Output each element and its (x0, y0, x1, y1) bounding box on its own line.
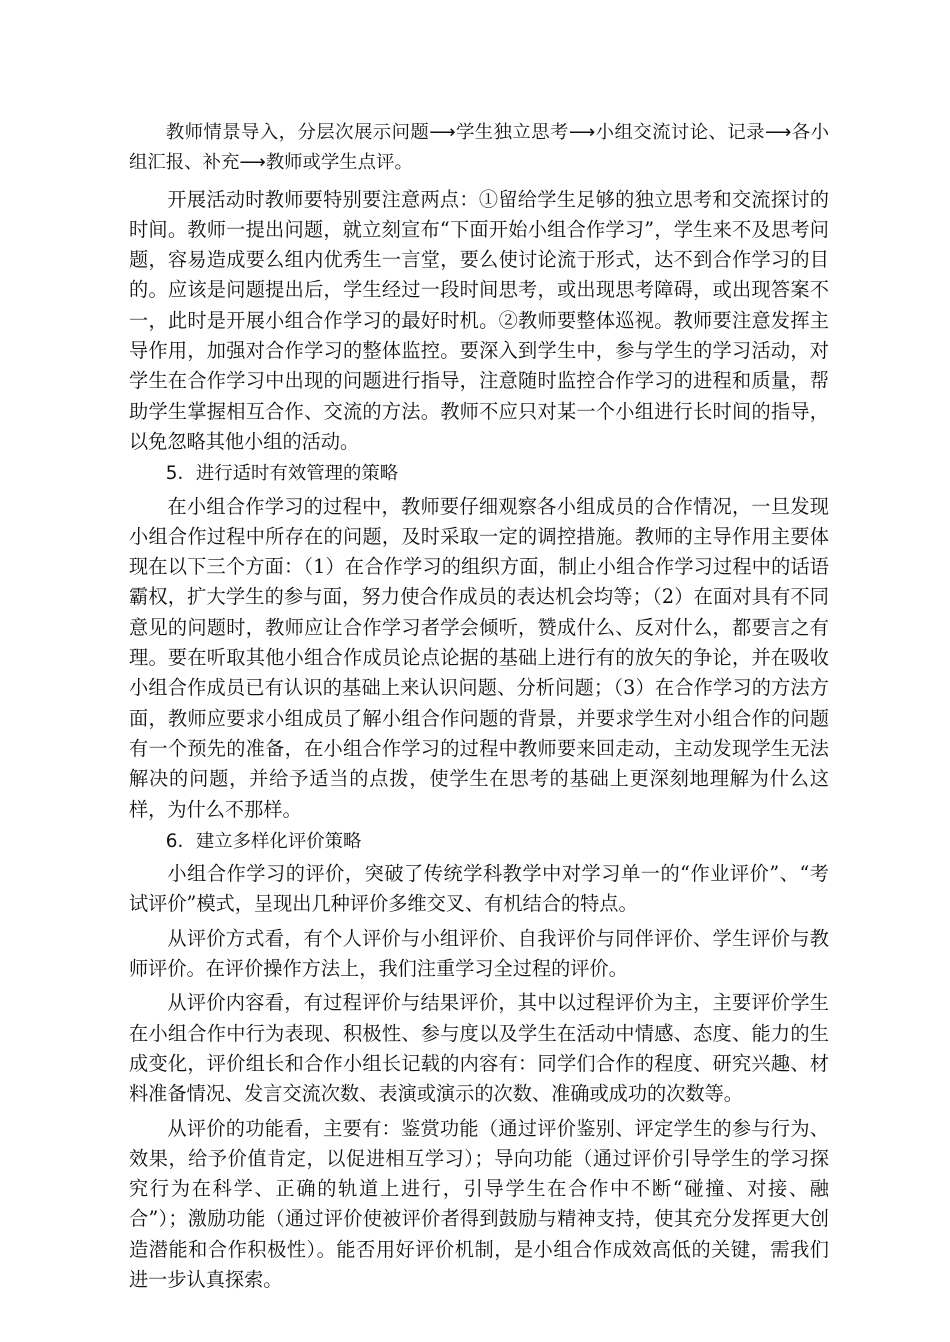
evaluation-intro-paragraph: 小组合作学习的评价，突破了传统学科教学中对学习单一的“作业评价”、“考试评价”模式，呈现出几种评价多维交叉、有机结合的特点。 (129, 862, 829, 916)
management-strategy-paragraph: 在小组合作学习的过程中，教师要仔细观察各小组成员的合作情况，一旦发现小组合作过程中所存在的问题，及时采取一定的调控措施。教师的主导作用主要体现在以下三个方面：（1）在合作学习的组织方面，制止小组合作学习过程中的话语霸权，扩大学生的参与面，努力使合作成员的表达机会均等；（2）在面对具有不同意见的问题时，教师应让合作学习者学会倾听，赞成什么、反对什么，都要言之有理。要在听取其他小组合作成员论点论据的基础上进行有的放矢的争论，并在吸收小组合作成员已有认识的基础上来认识问题、分析问题；（3）在合作学习的方法方面，教师应要求小组成员了解小组合作问题的背景，并要求学生对小组合作的问题有一个预先的准备，在小组合作学习的过程中教师要来回走动，主动发现学生无法解决的问题，并给予适当的点拨，使学生在思考的基础上更深刻地理解为什么这样，为什么不那样。 (129, 494, 829, 821)
evaluation-function-paragraph: 从评价的功能看，主要有：鉴赏功能（通过评价鉴别、评定学生的参与行为、效果，给予价值肯定，以促进相互学习）；导向功能（通过评价引导学生的学习探究行为在科学、正确的轨道上进行，引导学生在合作中不断“碰撞、对接、融合”）；激励功能（通过评价使被评价者得到鼓励与精神支持，使其充分发挥更大创造潜能和合作积极性）。能否用好评价机制，是小组合作成效高低的关键，需我们进一步认真探索。 (129, 1116, 829, 1291)
section-6-heading: 6．建立多样化评价策略 (165, 830, 362, 852)
activity-notes-paragraph: 开展活动时教师要特别要注意两点：①留给学生足够的独立思考和交流探讨的时间。教师一提出问题，就立刻宣布“下面开始小组合作学习”，学生来不及思考问题，容易造成要么组内优秀生一言堂，要么使讨论流于形式，达不到合作学习的目的。应该是问题提出后，学生经过一段时间思考，或出现思考障碍，或出现答案不一，此时是开展小组合作学习的最好时机。②教师要整体巡视。教师要注意发挥主导作用，加强对合作学习的整体监控。要深入到学生中，参与学生的学习活动，对学生在合作学习中出现的问题进行指导，注意随时监控合作学习的进程和质量，帮助学生掌握相互合作、交流的方法。教师不应只对某一个小组进行长时间的指导，以免忽略其他小组的活动。 (129, 187, 829, 453)
section-5-heading: 5．进行适时有效管理的策略 (165, 463, 399, 485)
document-page (129, 118, 829, 1295)
process-flow-paragraph: 教师情景导入，分层次展示问题⟶学生独立思考⟶小组交流讨论、记录⟶各小组汇报、补充⟶教师或学生点评。 (129, 122, 829, 174)
evaluation-content-paragraph: 从评价内容看，有过程评价与结果评价，其中以过程评价为主，主要评价学生在小组合作中行为表现、积极性、参与度以及学生在活动中情感、态度、能力的生成变化，评价组长和合作小组长记载的内容有：同学们合作的程度、研究兴趣、材料准备情况、发言交流次数、表演或演示的次数、准确或成功的次数等。 (129, 991, 829, 1106)
evaluation-method-paragraph: 从评价方式看，有个人评价与小组评价、自我评价与同伴评价、学生评价与教师评价。在评价操作方法上，我们注重学习全过程的评价。 (129, 926, 829, 981)
